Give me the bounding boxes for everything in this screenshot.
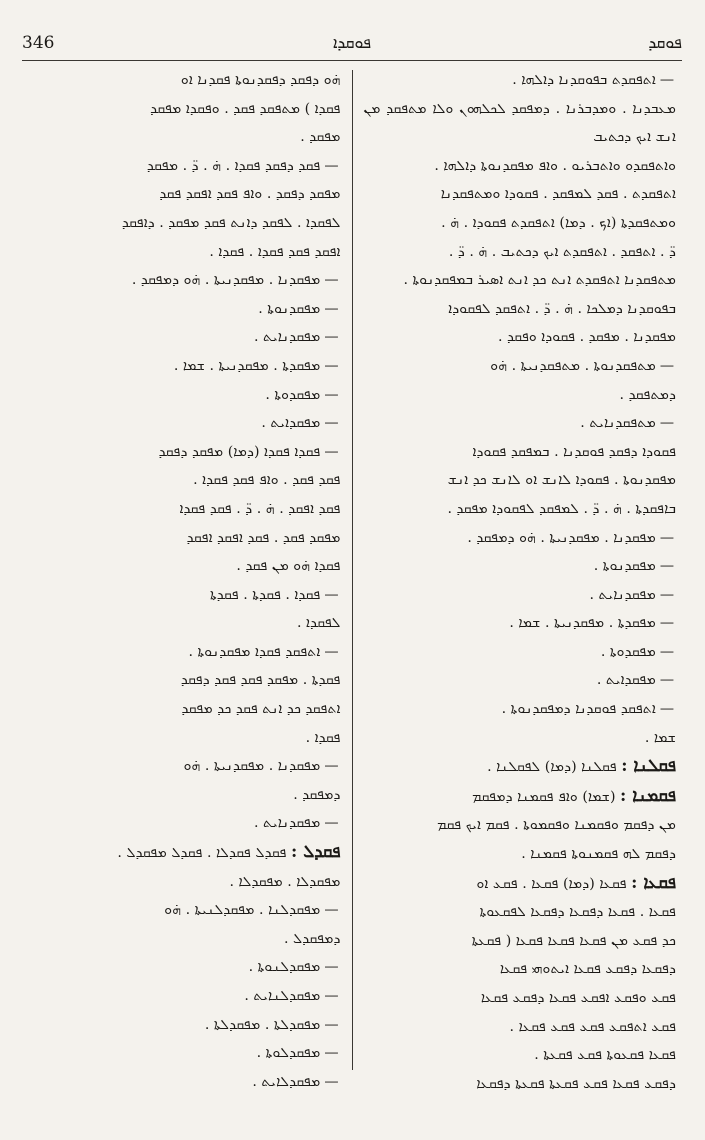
entry-line [28,752,341,781]
entry-line [28,95,341,124]
entry-line [28,495,341,524]
column-divider [352,70,353,1070]
entry-text: ܗ̇ܘ ܕܦܩܕ ܕܦܩܕܢܘܬܐ ܦܩܕܢܐ ܐܘ [180,72,341,88]
entry-dash: — [659,529,674,546]
entry-dash: — [324,329,339,346]
entry-text: ܦܩܕܐ ܦܩܕܐ (ܕܡܐ) ܡܦܩܕ ܕܦܩܕ [158,443,321,460]
entry-text: ܡܦܩܕܘܬܐ . [265,386,321,403]
entry-line [28,1039,341,1068]
entry-dash: — [324,300,339,317]
entry-text: ܡܢ ܕܦܩܡ ܘܦܩܡܢܐ ܘܦܩܡܘܬܐ . ܦܩܡ ܐܝܟ ܦܩܡ [437,817,676,834]
page [22,30,682,1110]
entry-line [363,66,676,95]
header-rule [22,60,682,61]
columns [22,66,682,1106]
entry-text: ܡܦܩܕܐܝܬ . [261,415,321,432]
entry-text: ܡܦܩܕܬܐ . ܡܦܩܕܢܝܬܐ . ܫܡܐ . [509,615,656,632]
entry-dash: — [324,157,339,174]
entry-text: ܕܦܩܥ ܦܩܥܐ ܦܩܥ ܦܩܥܬܐ ܦܩܥܬܐ ܕܦܩܥܐ [476,1075,676,1092]
entry-text: ܫܡܐ . [644,729,676,746]
entry-line [363,927,676,956]
entry-line [28,66,341,95]
entry-line [28,809,341,838]
entry-text: ܡܦܩܕܢܐ . ܡܦܩܕܢܝܬܐ . ܗ̇ܘ ܕܡܦܩܕ . [467,529,656,546]
entry-dash: — [324,272,339,289]
entry-text: ܦܩܠܢܐ (ܕܡܐ) ܠܦܩܠܢܐ . [487,759,617,776]
left-column [22,66,347,1106]
entry-text: ܠܦܩܕܐ . [297,615,341,632]
entry-line [28,868,341,897]
entry-line [363,1041,676,1070]
entry-dash: — [324,1016,339,1033]
entry-line [363,811,676,840]
entry-line [28,438,341,467]
entry-text: ܡܦܩܕܢܐܝܬ . [254,815,321,832]
entry-text: ܐܬܦܩܕ ܦܩܕܐ ܡܦܩܕܢܘܬܐ . [188,643,321,660]
entry-text: ܦܩܕ ܕܦܩܕ ܦܩܕܐ . ܗ̇ . ܕ̈ . ܡܦܩܕ [146,157,321,174]
entry-text: ܡܦܩܕܢܐ . ܡܦܩܕ . ܦܩܘܕܐ ܘܦܩܕ . [497,329,676,346]
entry-text: ܡܦܩܕܬܐ . ܡܦܩܕܢܝܬܐ . ܫܡܐ . [173,357,321,374]
entry-line [363,898,676,927]
headword-entry [363,782,676,812]
entry-text: ܡܦܩܕ . [300,129,341,146]
entry-line [28,352,341,381]
entry-line [363,238,676,267]
entry-dash: — [324,643,339,660]
entry-line [363,984,676,1013]
entry-text: ܦܩܕܐ ) ܡܬܦܩܕ ܦܩܕ . ܘܦܩܕܐ ܡܦܩܕ [150,100,341,117]
entry-line [28,925,341,954]
entry-dash: — [659,586,674,603]
entry-dash: — [324,357,339,374]
entry-dash: — [324,959,339,976]
entry-line [363,666,676,695]
entry-line [363,638,676,667]
entry-text: ܡܬܦܩܕܢܐ ܐܬܦܩܕܬ ܐܢܬ ܟܕ ܐܢܬ ܐܣܝܪ ܒܡܦܩܕܢܘܬܐ . [403,272,676,289]
entry-line [363,955,676,984]
entry-text: ܒܐܦܩܕܬܐ . ܗ̇ . ܕ̈ . ܠܡܦܩܕ ܠܦܩܘܕܐ ܡܦܩܕ . [447,500,676,517]
entry-text: ܡܦܩܕܠܬܐ . ܡܦܩܕܠܬܐ . [204,1016,321,1033]
headword-entry [363,869,676,899]
entry-line [28,381,341,410]
running-title: ܦܘܩܕܐ [332,33,372,52]
entry-line [28,609,341,638]
entry-text: ܡܬܦܩܕܢܘܬܐ . ܡܬܦܩܕܢܝܬܐ . ܗ̇ܘ [490,357,656,374]
entry-dash: — [659,558,674,575]
entry-line [28,896,341,925]
entry-text: ܡܦܩܕܢܘܬܐ . [593,558,656,575]
entry-text: ܦܩܕܐ . ܦܩܕܬܐ . ܦܩܕܬܐ [210,586,321,603]
entry-line [28,524,341,553]
entry-text: ܦܩܕ ܐܦܩܕ . ܗ̇ . ܕ̈ . ܦܩܕ ܦܩܕܐ [179,500,341,517]
entry-text: ܐܬܦܩܕ ܦܘܩܕܢܐ ܕܡܦܩܕܢܘܬܐ . [501,701,656,718]
entry-text: ܐܬܦܩܕ ܟܕ ܐܢܬ ܦܩܕ ܟܕ ܡܦܩܕ [181,701,341,718]
entry-text: ܡܦܩܕܠܢܐܝܬ . [244,988,321,1004]
entry-line [28,180,341,209]
headword-entry [28,838,341,868]
entry-text: ܡܦܩܕܠܐ . ܡܦܩܕܠܐ . [229,873,341,890]
entry-line [363,495,676,524]
entry-line [363,409,676,438]
entry-dash: — [659,643,674,660]
entry-dash: — [324,1045,339,1062]
entry-text: ܐܬܦܩܕܬ ܒܦܘܩܕܢܐ ܕܐܠܗܐ . [512,72,656,88]
entry-line [363,1013,676,1042]
entry-text: ܒܦܘܩܕܢܐ ܕܡܠܟܐ . ܗ̇ . ܕ̈ . ܐܬܦܩܕ ܠܦܩܘܕܐ [448,300,676,317]
entry-text: ܡܦܩܕܐܝܬ . [596,672,656,689]
entry-line [28,695,341,724]
entry-text: ܡܦܩܕܢܐ . ܡܦܩܕܢܝܬܐ . ܗ̇ܘ ܕܡܦܩܕ . [131,272,321,289]
entry-line [28,323,341,352]
entry-line [28,123,341,152]
entry-text: ܡܦܩܕܢܐ . ܡܦܩܕܢܝܬܐ . ܗ̇ܘ [183,758,321,775]
section-title: ܦܘܩܕ [648,33,682,52]
entry-text: ܦܩܘܕܐ ܕܦܩܕ ܦܘܩܕܢܐ . ܒܡܦܩܕ ܦܩܘܕܐ [472,443,676,460]
entry-text: ܕܡܬܦܩܕ . [619,386,676,403]
entry-line [28,466,341,495]
entry-dash: — [659,357,674,374]
entry-text: ܡܬܦܩܕܢܐܝܬ . [580,415,656,432]
entry-dash: — [324,758,339,775]
entry-text: ܡܦܩܕܢܘܬܐ . ܦܩܘܕܐ ܠܐܢܫ ܐܘ ܠܐܢܫ ܟܕ ܐܢܫ [447,472,676,489]
entry-dash: — [324,815,339,832]
entry-line [28,982,341,1011]
entry-line [28,781,341,810]
page-header [22,30,682,56]
entry-dash: — [659,615,674,632]
entry-text: ܦܩܕܬܐ . ܡܦܩܕ ܦܩܕ ܦܩܕ ܕܦܩܕ [180,672,341,689]
entry-text: ܦܩܥܐ . ܦܩܥܐ ܕܦܩܥܐ ܕܦܩܥܐ ܠܦܩܥܘܬܐ [479,904,676,921]
entry-line [363,180,676,209]
entry-line [28,238,341,267]
entry-text: ܠܦܩܕܐ . ܠܦܩܕ ܕܐܢܬ ܦܩܕ ܡܦܩܕ . ܕܐܦܩܕ [121,214,341,231]
entry-line [28,1011,341,1040]
right-column [357,66,682,1106]
entry-line [363,295,676,324]
entry-text: ܘܐܬܦܩܕܘ ܘܐܬܒܪܝܘ . ܘܐܦ ܡܦܩܕܢܘܬܐ ܕܐܠܗܐ . [434,157,676,174]
entry-text: ܡܦܩܕ ܕܦܩܕ . ܘܐܦ ܦܩܕ ܐܦܩܕ ܦܩܕ [159,186,341,203]
headword: ܦܩܡܢܐ : [620,785,676,806]
entry-dash: — [659,415,674,432]
entry-dash: — [659,701,674,718]
entry-text: ܦܩܕܐ . [305,729,341,746]
entry-text: ܡܦܩܕܢܐܝܬ . [254,329,321,346]
entry-line [28,409,341,438]
headword: ܦܩܥܐ : [631,872,676,893]
entry-dash: — [659,672,674,689]
entry-text: ܡܦܩܕܠܘܬܐ . [256,1045,321,1062]
entry-text: ܡܦܩܕܘܬܐ . [600,643,656,660]
entry-text: (ܫܡܐ) ܘܐܦ ܦܩܡܢܐ ܕܡܦܩܡ [472,788,616,805]
entry-line [363,552,676,581]
page-number: 346 [22,33,55,53]
entry-line [363,466,676,495]
entry-line [363,381,676,410]
entry-text: ܦܩܕܐ ܗ̇ܘ ܡܢ ܦܩܕ . [236,558,341,575]
entry-line [28,666,341,695]
entry-line [363,581,676,610]
entry-dash: — [324,988,339,1004]
entry-text: ܕܦܩܥܐ ܕܦܩܥ ܦܩܥܐ ܐܝܬܘܗܝ ܦܩܥܐ [499,961,676,978]
entry-line [28,1068,341,1097]
entry-line [28,581,341,610]
entry-line [28,152,341,181]
entry-text: ܘܡܬܦܩܕܬܐ (ܐܟ . ܕܡܐ) ܐܬܦܩܕܬ ܦܩܘܕܐ . ܗ̇ . [441,214,676,231]
entry-text: ܦܩܕܠ ܦܩܕܠܐ . ܦܩܕܠ ܡܦܩܕܠ . [117,845,287,862]
entry-line [28,266,341,295]
entry-dash: — [324,1073,339,1090]
entry-line [28,209,341,238]
entry-text: ܦܩܥܐ (ܕܡܐ) ܦܩܥܐ . ܦܩܥ ܐܘ [476,875,627,892]
entry-line [363,95,676,152]
entry-line [28,552,341,581]
entry-dash: — [324,415,339,432]
entry-dash: — [659,72,674,88]
entry-line [28,295,341,324]
entry-line [28,953,341,982]
entry-line [363,1070,676,1099]
entry-line [363,609,676,638]
entry-text: ܦܩܥ ܘܦܩܥ ܐܦܩܥ ܦܩܥܐ ܕܦܩܥ ܦܩܥܐ [480,990,676,1006]
entry-text: ܦܩܥ ܐܬܦܩܥ ܦܩܥ ܦܩܥ ܦܩܥܐ . [509,1018,676,1035]
entry-line [28,638,341,667]
entry-text: ܡܦܩܕܠܢܘܬܐ . [248,959,321,976]
entry-dash: — [324,386,339,403]
entry-line [363,152,676,181]
entry-line [363,209,676,238]
entry-line [363,266,676,295]
entry-line [363,724,676,753]
entry-text: ܡܦܩܕܠܢܐ . ܡܦܩܕܠܢܝܬܐ . ܗ̇ܘ [164,902,321,919]
entry-line [363,438,676,467]
entry-text: ܐܦܩܕ ܦܩܕ ܦܩܕܐ . ܦܩܕܐ . [209,243,341,260]
entry-text: ܡܦܩܕܢܐܝܬ . [589,586,656,603]
entry-line [363,695,676,724]
entry-line [28,724,341,753]
entry-text: ܕ̈ . ܐܬܦܩܕ . ܐܬܦܩܕܬ ܐܝܟ ܕܟܬܝܒ . ܗ̇ . ܕ̈ . [448,243,676,260]
entry-dash: — [324,586,339,603]
entry-text: ܐܬܦܩܕܬ . ܦܩܕ ܠܡܦܩܕ . ܦܩܘܕܐ ܘܡܬܦܩܕܢܐ [440,186,676,203]
entry-text: ܡܥܒܕܢܐ . ܘܡܕܒܪܢܐ . ܕܡܦܩܕ ܠܟܠܗܘܢ ܘܠܐ ܡܬܦܩܕ ܡܢ ܐܢܫ ܐܝܟ ܕܟܬܝܒ [363,100,676,146]
headword: ܦܩܠܢܐ : [621,756,676,777]
entry-text: ܕܡܦܩܕ . [293,786,341,803]
entry-text: ܡܦܩܕܠܐܝܬ . [252,1073,321,1090]
entry-text: ܡܦܩܕܢܘܬܐ . [258,300,321,317]
entry-text: ܦܩܥܐ ܦܩܥܘܬܐ ܦܩܥ ܦܩܥܬܐ . [534,1047,676,1064]
entry-text: ܕܦܩܡ ܠܗ ܦܩܡܢܘܬܐ ܦܩܡܢܐ . [521,846,676,863]
entry-line [363,352,676,381]
entry-line [363,840,676,869]
entry-text: ܟܕ ܦܩܥ ܡܢ ܦܩܥܐ ܦܩܥܐ ܦܩܥܐ ( ܦܩܥܬܐ [471,932,676,949]
entry-text: ܦܩܕ ܦܩܕ . ܘܐܦ ܦܩܕ ܦܩܕܐ . [193,472,341,489]
entry-dash: — [324,902,339,919]
headword: ܦܩܕܠ : [291,842,341,863]
entry-text: ܡܦܩܕ ܦܩܕ . ܦܩܕ ܐܦܩܕ ܐܦܩܕ [186,529,341,546]
entry-line [363,323,676,352]
entry-line [363,524,676,553]
headword-entry [363,752,676,782]
entry-dash: — [324,443,339,460]
entry-text: ܕܡܦܩܕܠ . [284,930,341,947]
